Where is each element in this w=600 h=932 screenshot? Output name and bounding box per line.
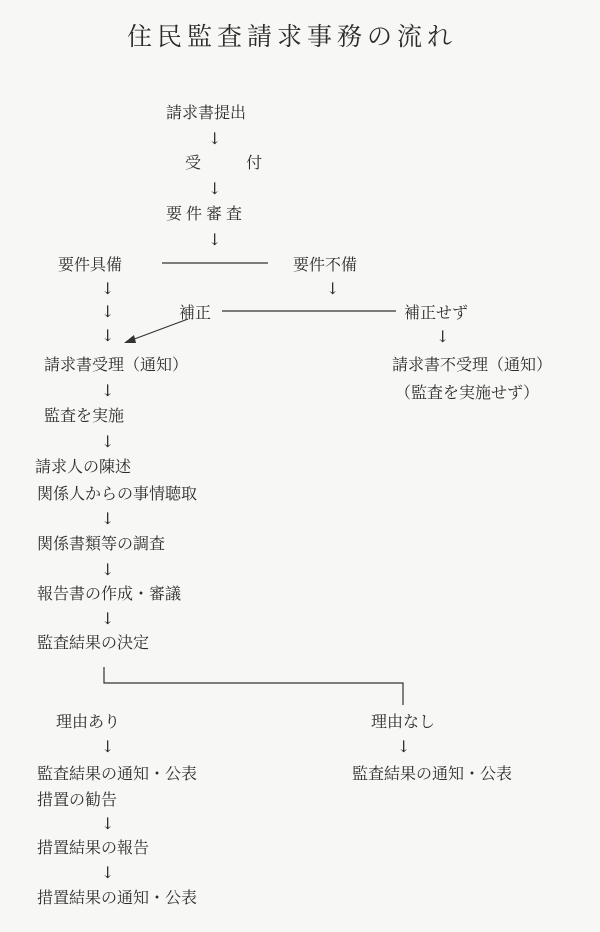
step-document-review: 関係書類等の調査	[37, 534, 166, 553]
arrow-down-icon: ↓	[101, 381, 115, 400]
step-review: 要件審査	[166, 204, 247, 223]
step-accept: 受 付	[185, 153, 283, 172]
arrow-down-icon: ↓	[397, 737, 411, 756]
step-no-correction: 補正せず	[404, 303, 469, 322]
arrow-down-icon: ↓	[436, 327, 450, 346]
arrow-down-icon: ↓	[208, 129, 222, 148]
arrow-down-icon: ↓	[101, 326, 115, 345]
arrow-down-icon: ↓	[101, 863, 115, 882]
step-rejection-note: （監査を実施せず）	[395, 383, 540, 402]
arrow-down-icon: ↓	[101, 737, 115, 756]
arrow-down-icon: ↓	[208, 230, 222, 249]
step-claimant-statement: 請求人の陳述	[35, 457, 132, 476]
step-hearing: 関係人からの事情聴取	[37, 484, 198, 503]
step-requirements-incomplete: 要件不備	[293, 255, 358, 274]
step-grounds-yes: 理由あり	[56, 712, 121, 731]
step-measures-report: 措置結果の報告	[37, 838, 150, 857]
step-decision: 監査結果の決定	[37, 633, 150, 652]
arrow-down-icon: ↓	[101, 814, 115, 833]
arrow-down-icon: ↓	[101, 302, 115, 321]
step-request-rejection: 請求書不受理（通知）	[392, 355, 553, 374]
page-title: 住民監査請求事務の流れ	[127, 22, 458, 51]
arrow-down-icon: ↓	[101, 609, 115, 628]
step-conduct-audit: 監査を実施	[44, 406, 125, 425]
arrow-down-icon: ↓	[101, 279, 115, 298]
arrow-down-icon: ↓	[208, 179, 222, 198]
step-grounds-no: 理由なし	[371, 712, 436, 731]
step-requirements-complete: 要件具備	[58, 255, 123, 274]
arrow-down-icon: ↓	[101, 560, 115, 579]
correction-arrow-head	[124, 335, 136, 343]
step-notify-result-yes: 監査結果の通知・公表	[37, 764, 198, 783]
arrow-down-icon: ↓	[326, 279, 340, 298]
step-notify-result-no: 監査結果の通知・公表	[352, 764, 513, 783]
step-submit-request: 請求書提出	[166, 103, 247, 122]
arrow-down-icon: ↓	[101, 509, 115, 528]
arrow-down-icon: ↓	[101, 432, 115, 451]
step-recommendation: 措置の勧告	[37, 790, 118, 809]
step-request-receipt: 請求書受理（通知）	[44, 355, 189, 374]
step-correction: 補正	[179, 303, 212, 322]
branch-line-result	[104, 667, 403, 705]
step-measures-notify: 措置結果の通知・公表	[37, 888, 198, 907]
step-report: 報告書の作成・審議	[37, 584, 182, 603]
